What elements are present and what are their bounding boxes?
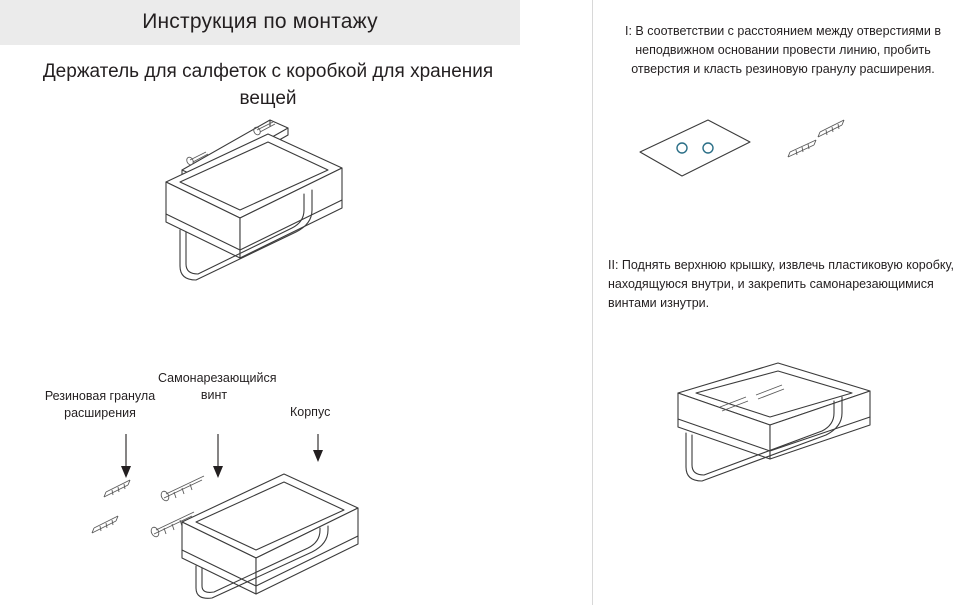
- figure-assembled-holder: [120, 110, 380, 290]
- figure-exploded: [70, 430, 390, 600]
- column-divider: [592, 0, 593, 605]
- rubber-granule-icons: [788, 120, 844, 157]
- callout-granule: Резиновая гранула расширения: [44, 389, 156, 420]
- figure-wall-plate: [630, 110, 860, 200]
- page-title: Инструкция по монтажу: [142, 10, 378, 33]
- arrow-granule: [121, 434, 131, 478]
- arrow-screw: [213, 434, 223, 478]
- figure-frame: [660, 355, 900, 495]
- step-2-text: II: Поднять верхнюю крышку, извлечь пластиковую коробку, находящуюся внутри, и закрепить самонарезающимися винтами изнутри.: [608, 258, 954, 310]
- wall-plate: [640, 120, 750, 176]
- step-1-text: I: В соответствии с расстоянием между отверстиями в неподвижном основании провести линию, пробить отверстия и класть резиновую гранулу расширения.: [625, 24, 941, 76]
- arrow-body: [313, 434, 323, 462]
- callout-screw: Самонарезающийся винт: [158, 371, 277, 402]
- rubber-granule-icons: [92, 480, 130, 533]
- callout-body: Корпус: [290, 405, 331, 419]
- frame-open-box: [678, 363, 870, 459]
- product-title: Держатель для салфеток с коробкой для хранения вещей: [42, 61, 494, 109]
